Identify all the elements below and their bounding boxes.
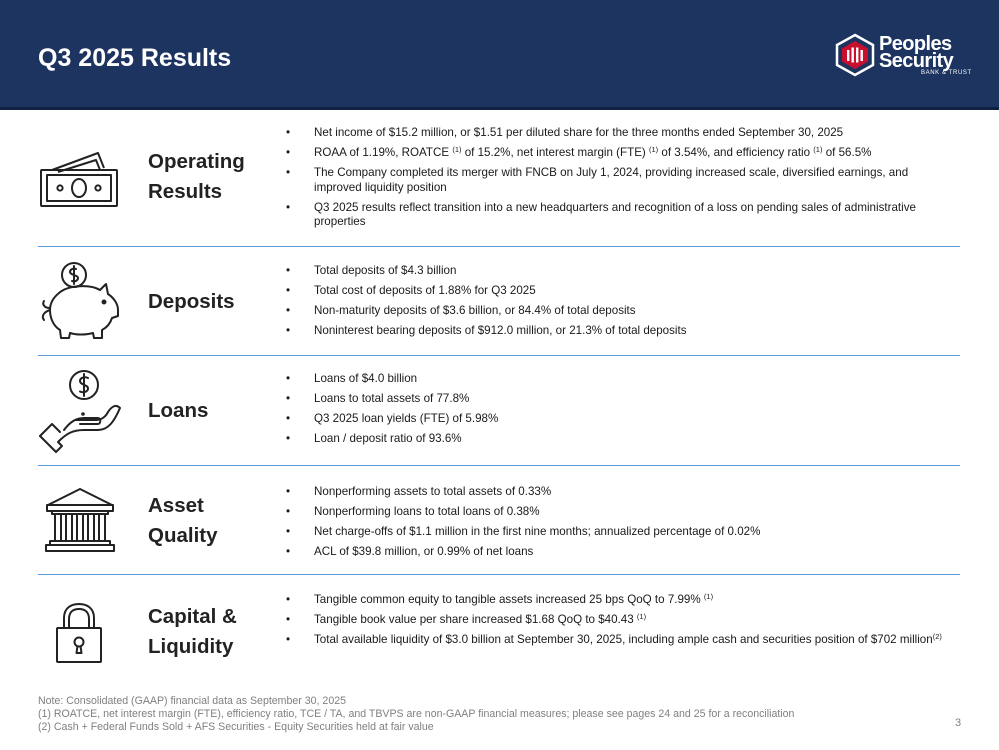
deposits-list [286, 264, 952, 344]
peoples-security-logo [833, 33, 973, 77]
list-item: • ACL of $39.8 million, or 0.99% of net loans [286, 545, 952, 560]
section-title-line: Operating [148, 150, 245, 173]
bullet-text: Tangible book value per share increased $1.68 QoQ to $40.43 [314, 613, 637, 626]
list-item: • Nonperforming assets to total assets of 0.33% [286, 485, 952, 500]
section-divider [38, 355, 960, 356]
bullet-text: of 56.5% [822, 146, 872, 159]
padlock-icon [54, 602, 104, 664]
list-item: • Net income of $15.2 million, or $1.51 per diluted share for the three months ended September 30, 2025 [286, 126, 952, 141]
list-item [286, 146, 952, 161]
hand-dollar-icon [36, 368, 124, 454]
bullet-text: of 15.2%, net interest margin (FTE) [461, 146, 650, 159]
section-title-line: Liquidity [148, 635, 234, 658]
list-item: • Noninterest bearing deposits of $912.0 million, or 21.3% of total deposits [286, 324, 952, 339]
section-title-loans [148, 396, 208, 426]
list-item: • Nonperforming loans to total loans of 0.38% [286, 505, 952, 520]
page-title: Q3 2025 Results [38, 44, 232, 72]
asset-quality-list [286, 485, 952, 565]
section-title-capital-liquidity [148, 602, 237, 662]
list-item: • The Company completed its merger with FNCB on July 1, 2024, providing increased scale, diversified earnings, and improved liquidity position [286, 166, 952, 195]
footnote-ref: (1) [636, 612, 647, 621]
money-bills-icon [38, 150, 120, 210]
section-title-line: Asset [148, 494, 204, 517]
list-item [286, 593, 952, 608]
piggy-bank-icon [38, 260, 122, 340]
list-item: • Q3 2025 loan yields (FTE) of 5.98% [286, 412, 952, 427]
footnote-ref: (1) [452, 145, 462, 154]
footnote-ref: (1) [649, 145, 659, 154]
list-item [286, 613, 952, 628]
section-divider [38, 574, 960, 575]
logo-word-2: Security [879, 50, 954, 72]
list-item [286, 633, 952, 648]
section-title-line: Loans [148, 399, 209, 422]
loans-list [286, 372, 952, 452]
page-number: 3 [955, 717, 962, 729]
section-title-line: Deposits [148, 290, 235, 313]
section-title-deposits [148, 287, 235, 317]
section-title-line: Capital & [148, 605, 237, 628]
list-item: • Loans to total assets of 77.8% [286, 392, 952, 407]
bullet-text: Tangible common equity to tangible assets increased 25 bps QoQ to 7.99% [314, 593, 704, 606]
section-title-asset-quality [148, 491, 218, 551]
logo-hexagon-icon [833, 33, 877, 77]
section-title-line: Results [148, 180, 223, 203]
list-item: • Q3 2025 results reflect transition into a new headquarters and recognition of a loss on pending sales of administrative properties [286, 201, 952, 230]
section-title-operating-results [148, 147, 245, 207]
logo-tagline: BANK & TRUST [921, 70, 972, 76]
footnote-ref: (2) [932, 632, 942, 641]
footnote-1: (1) ROATCE, net interest margin (FTE), efficiency ratio, TCE / TA, and TBVPS are non-GAAP financial measures; please see pages 24 and 25 for a reconciliation [38, 708, 795, 720]
footnotes [38, 695, 794, 734]
bullet-text: Total available liquidity of $3.0 billion at September 30, 2025, including ample cash and securities position of $702 million [314, 633, 933, 646]
footnote-2: (2) Cash + Federal Funds Sold + AFS Securities - Equity Securities held at fair value [38, 721, 434, 733]
footnote-note: Note: Consolidated (GAAP) financial data as September 30, 2025 [38, 695, 346, 707]
bank-building-icon [44, 487, 116, 553]
list-item: • Net charge-offs of $1.1 million in the first nine months; annualized percentage of 0.02% [286, 525, 952, 540]
list-item: • Non-maturity deposits of $3.6 billion, or 84.4% of total deposits [286, 304, 952, 319]
list-item: • Loan / deposit ratio of 93.6% [286, 432, 952, 447]
list-item: • Total deposits of $4.3 billion [286, 264, 952, 279]
footnote-ref: (1) [813, 145, 823, 154]
capital-liquidity-list [286, 593, 952, 653]
list-item: • Loans of $4.0 billion [286, 372, 952, 387]
footnote-ref: (1) [703, 592, 714, 601]
section-divider [38, 465, 960, 466]
logo-wordmark [879, 33, 974, 72]
operating-results-list [286, 126, 952, 235]
bullet-text: ROAA of 1.19%, ROATCE [314, 146, 453, 159]
list-item: • Total cost of deposits of 1.88% for Q3 2025 [286, 284, 952, 299]
logo-word-1: Peoples [879, 33, 952, 55]
header-banner [0, 0, 999, 110]
bullet-text: of 3.54%, and efficiency ratio [658, 146, 814, 159]
section-title-line: Quality [148, 524, 218, 547]
section-divider [38, 246, 960, 247]
